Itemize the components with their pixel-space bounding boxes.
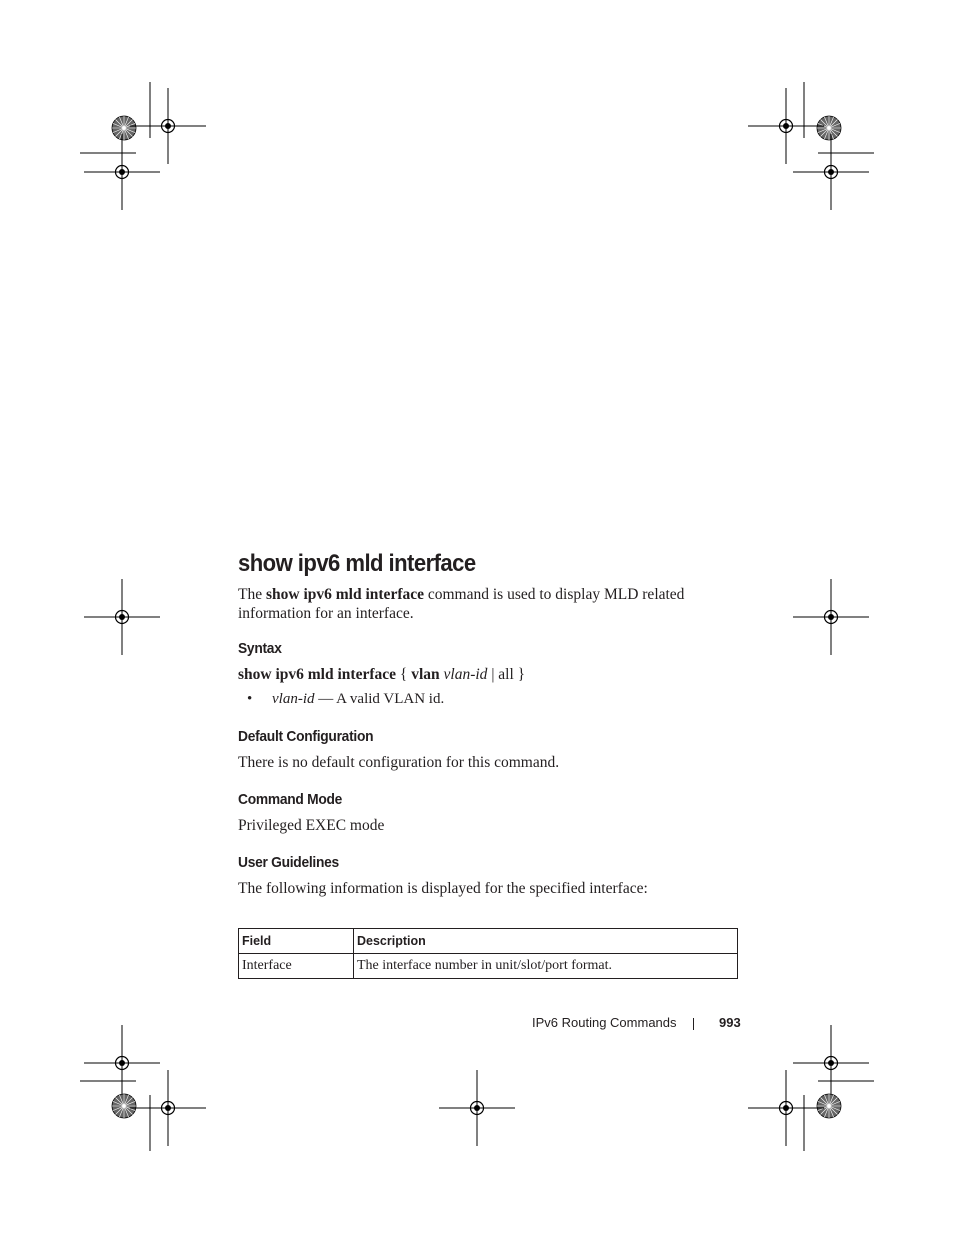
user-guidelines-text: The following information is displayed for the specified interface: [238, 880, 648, 897]
parameter-list-item: • vlan-id — A valid VLAN id. [247, 691, 445, 707]
footer-section-title: IPv6 Routing Commands [532, 1015, 677, 1030]
table-cell-description: The interface number in unit/slot/port format. [354, 954, 738, 979]
table-header-description: Description [354, 929, 738, 954]
command-mode-heading: Command Mode [238, 791, 343, 808]
intro-paragraph: The show ipv6 mld interface command is used to display MLD related information for an interface. [238, 586, 685, 622]
command-name: show ipv6 mld interface [265, 586, 424, 603]
page-number: 993 [719, 1015, 741, 1030]
syntax-line: show ipv6 mld interface { vlan vlan-id | all } [238, 666, 526, 683]
footer-divider [693, 1018, 694, 1030]
default-configuration-heading: Default Configuration [238, 728, 374, 745]
user-guidelines-heading: User Guidelines [238, 854, 339, 871]
table-row [239, 954, 738, 979]
table-cell-field: Interface [239, 954, 354, 979]
table-header-field: Field [239, 929, 354, 954]
field-description-table [238, 928, 738, 979]
syntax-heading: Syntax [238, 640, 282, 657]
page-title: show ipv6 mld interface [238, 550, 476, 577]
table-header-row [239, 929, 738, 954]
command-mode-text: Privileged EXEC mode [238, 817, 385, 834]
page-content [238, 548, 738, 898]
default-configuration-text: There is no default configuration for this command. [238, 754, 560, 771]
bullet-icon: • [247, 691, 253, 707]
